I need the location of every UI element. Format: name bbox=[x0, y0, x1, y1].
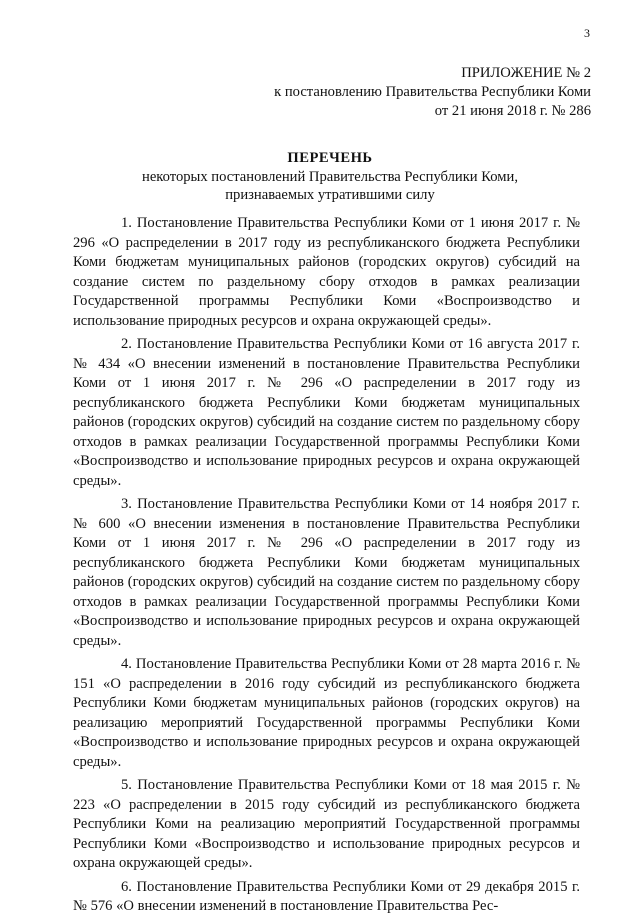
appendix-date-number: от 21 июня 2018 г. № 286 bbox=[434, 103, 591, 119]
title-subtitle-line2: признаваемых утратившими силу bbox=[225, 187, 435, 203]
appendix-header bbox=[211, 64, 591, 121]
list-item: 3. Постановление Правительства Республики Коми от 14 ноября 2017 г. № 600 «О внесении изменения в постановление Правительства Республики Коми от 1 июня 2017 г. № 296 «О распределении в 2017 году из республиканского бюджета Республики Коми бюджетам муниципальных районов (городских округов) субсидий на создание систем по раздельному сбору отходов в рамках реализации Государственной программы Республики Коми «Воспроизводство и использование природных ресурсов и охрана окружающей среды». bbox=[73, 496, 580, 649]
appendix-label: ПРИЛОЖЕНИЕ № 2 bbox=[461, 65, 591, 81]
document-title bbox=[80, 149, 580, 205]
title-subtitle-line1: некоторых постановлений Правительства Республики Коми, bbox=[142, 168, 518, 185]
page-number: 3 bbox=[584, 26, 590, 40]
list-item: 5. Постановление Правительства Республики Коми от 18 мая 2015 г. № 223 «О распределении в 2015 году субсидий из республиканского бюджета Республики Коми на реализацию мероприятий Государственной программы Республики Коми «Воспроизводство и использование природных ресурсов и охрана окружающей среды». bbox=[73, 777, 580, 871]
appendix-resolution-ref: к постановлению Правительства Республики Коми bbox=[274, 84, 591, 100]
resolution-list bbox=[73, 214, 580, 921]
list-item: 2. Постановление Правительства Республики Коми от 16 августа 2017 г. № 434 «О внесении изменений в постановление Правительства Республики Коми от 1 июня 2017 г. № 296 «О распределении в 2017 году из республиканского бюджета Республики Коми бюджетам муниципальных районов (городских округов) субсидий на создание систем по раздельному сбору отходов в рамках реализации Государственной программы Республики Коми «Воспроизводство и использование природных ресурсов и охрана окружающей среды». bbox=[73, 336, 580, 489]
title-heading: ПЕРЕЧЕНЬ bbox=[287, 150, 373, 166]
list-item: 1. Постановление Правительства Республики Коми от 1 июня 2017 г. № 296 «О распределении в 2017 году из республиканского бюджета Республики Коми бюджетам муниципальных районов (городских округов) субсидий на создание систем по раздельному сбору отходов в рамках реализации Государственной программы Республики Коми «Воспроизводство и использование природных ресурсов и охрана окружающей среды». bbox=[73, 215, 580, 329]
list-item: 6. Постановление Правительства Республики Коми от 29 декабря 2015 г. № 576 «О внесении изменений в постановление Правительства Рес- bbox=[73, 878, 580, 914]
list-item: 4. Постановление Правительства Республики Коми от 28 марта 2016 г. № 151 «О распределении в 2016 году субсидий из республиканского бюджета Республики Коми бюджетам муниципальных районов (городских округов) на реализацию мероприятий Государственной программы Республики Коми «Воспроизводство и использование природных ресурсов и охрана окружающей среды». bbox=[73, 656, 580, 770]
